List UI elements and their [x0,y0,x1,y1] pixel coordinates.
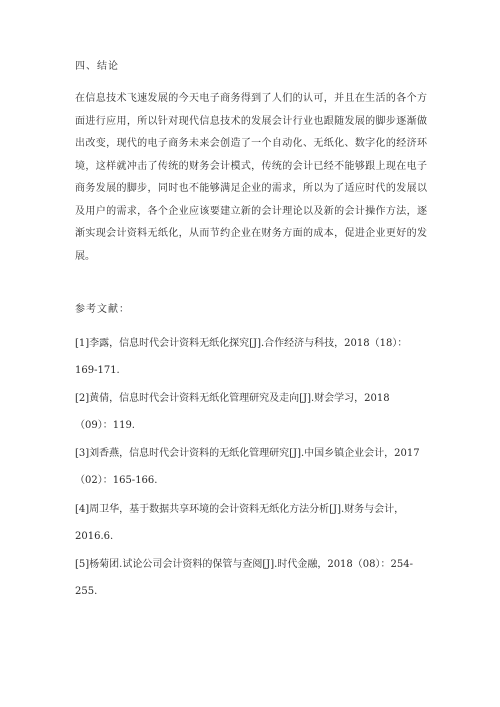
references-title: 参考文献： [75,304,130,315]
reference-line: 169-171. [75,365,120,376]
paragraph-line: 商务发展的脚步，同时也不能够满足企业的需求，所以为了适应时代的发展以 [75,183,427,194]
paragraph-line: 在信息技术飞速发展的今天电子商务得到了人们的认可，并且在生活的各个方 [75,93,427,104]
reference-line: [2]黄倩，信息时代会计资料无纸化管理研究及走向[J].财会学习，2018 [75,393,390,404]
reference-line: 2016.6. [75,531,114,542]
section-heading: 四、结论 [75,61,119,72]
reference-line: [3]刘香燕，信息时代会计资料的无纸化管理研究[J].中国乡镇企业会计，2017 [75,448,420,459]
paragraph-line: 出改变，现代的电子商务未来会创造了一个自动化、无纸化、数字化的经济环 [75,138,427,149]
reference-line: 255. [75,586,98,597]
paragraph-line: 及用户的需求，各个企业应该要建立新的会计理论以及新的会计操作方法，逐 [75,205,427,217]
paragraph-line: 面进行应用，所以针对现代信息技术的发展会计行业也跟随发展的脚步逐渐做 [75,115,427,127]
reference-item [75,496,427,550]
reference-line: （02）：165-166. [75,475,158,486]
paragraph-line: 渐实现会计资料无纸化，从而节约企业在财务方面的成本，促进企业更好的发 [75,228,427,239]
conclusion-paragraph [75,88,427,268]
reference-line: [4]周卫华，基于数据共享环境的会计资料无纸化方法分析[J].财务与会计， [75,504,405,515]
reference-line: [5]杨菊团.试论公司会计资料的保管与查阅[J].时代金融，2018（08）：254- [75,559,413,570]
reference-item [75,385,427,439]
reference-item [75,440,427,494]
reference-line: （09）：119. [75,420,135,431]
reference-item [75,330,427,384]
paragraph-line: 展。 [75,250,95,262]
reference-item [75,551,427,605]
reference-line: [1]李露，信息时代会计资料无纸化探究[J].合作经济与科技，2018（18）： [75,338,408,349]
paragraph-line: 境，这样就冲击了传统的财务会计模式，传统的会计已经不能够跟上现在电子 [75,160,427,172]
